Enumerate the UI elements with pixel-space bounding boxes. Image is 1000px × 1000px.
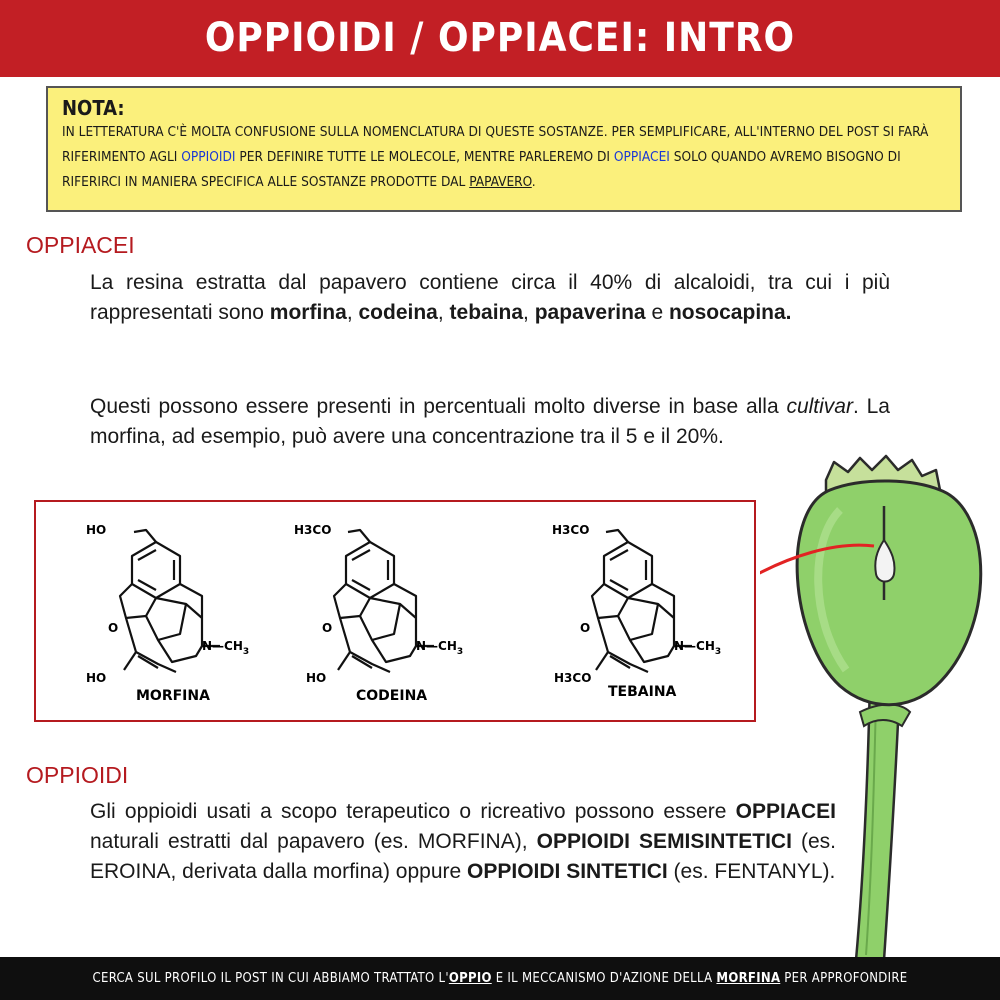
note-box — [46, 86, 962, 212]
codeina-o-atom: O — [322, 621, 333, 635]
opp-text-e: (es. FENTANYL). — [667, 860, 836, 883]
note-text-4: . — [531, 174, 536, 190]
footer-keyword-morfina: MORFINA — [716, 971, 781, 986]
term-morfina: morfina — [269, 301, 347, 324]
paragraph-oppioidi — [90, 797, 836, 887]
molecule-morfina — [76, 522, 266, 712]
opp-text-c: naturali estratti dal papavero (es. MORFINA), — [90, 830, 537, 853]
note-keyword-oppioidi: OPPIOIDI — [181, 149, 236, 165]
footer-keyword-oppio: OPPIO — [448, 971, 492, 986]
note-text-3: SOLO QUANDO AVREMO BISOGNO DI RIFERIRCI IN MANIERA SPECIFICA ALLE SOSTANZE PRODOTTE DAL — [62, 149, 901, 190]
tebaina-bottom-group: H3CO — [554, 671, 592, 685]
tebaina-n-group: $N—CH_3$ — [674, 639, 722, 657]
footer-text-c: PER APPROFONDIRE — [780, 971, 908, 986]
tebaina-top-group: H3CO — [552, 523, 590, 537]
morfina-label: MORFINA — [136, 688, 210, 704]
note-title: NOTA: — [62, 96, 125, 120]
term-papaverina: papaverina — [534, 301, 646, 324]
morfina-o-atom: O — [108, 621, 119, 635]
footer-text-a: CERCA SUL PROFILO IL POST IN CUI ABBIAMO TRATTATO L' — [92, 971, 449, 986]
section-title-oppioidi: OPPIOIDI — [26, 762, 129, 788]
note-keyword-papavero: PAPAVERO — [469, 174, 532, 190]
molecule-tebaina — [548, 522, 738, 712]
term-codeina: codeina — [358, 301, 438, 324]
sep: , — [437, 301, 450, 324]
morfina-bottom-group: HO — [86, 671, 107, 685]
tebaina-o-atom: O — [580, 621, 591, 635]
note-text-1: IN LETTERATURA C'È MOLTA CONFUSIONE SULLA NOMENCLATURA DI QUESTE SOSTANZE. PER SEMPLIFICARE, ALL'INTERNO DEL POST SI FARÀ RIFERIMENTO AGLI — [62, 124, 929, 165]
opp-text-d: (es. EROINA, derivata dalla morfina) oppure — [90, 830, 836, 883]
section-title-oppiacei: OPPIACEI — [26, 232, 135, 258]
note-text-2: PER DEFINIRE TUTTE LE MOLECOLE, MENTRE PARLEREMO DI — [235, 149, 614, 165]
opp-text-a: Gli oppioidi usati a scopo terapeutico o ricreativo possono essere — [90, 800, 736, 823]
para2-text: Questi possono essere presenti in percentuali molto diverse in base alla — [90, 395, 787, 418]
morfina-n-group: $N—CH_3$ — [202, 639, 250, 657]
sep: , — [523, 301, 535, 324]
term-oppiacei: OPPIACEI — [735, 800, 836, 823]
term-nosocapina: nosocapina — [668, 301, 786, 324]
para1-text: La resina estratta dal papavero contiene circa il 40% di alcaloidi, tra cui i più rappresentati sono — [90, 271, 890, 324]
note-keyword-oppiacei: OPPIACEI — [613, 149, 670, 165]
paragraph-cultivar — [90, 392, 890, 452]
molecules-box — [34, 500, 756, 722]
sep: e — [645, 301, 669, 324]
footer-text-b: E IL MECCANISMO D'AZIONE DELLA — [491, 971, 717, 986]
sep: , — [346, 301, 359, 324]
term-tebaina: tebaina — [449, 301, 524, 324]
codeina-top-group: H3CO — [294, 523, 332, 537]
page-title: OPPIOIDI / OPPIACEI: INTRO — [0, 0, 1000, 77]
codeina-n-group: $N—CH_3$ — [416, 639, 464, 657]
tebaina-label: TEBAINA — [608, 684, 677, 700]
morfina-top-group: HO — [86, 523, 107, 537]
para2-text-end: . La morfina, ad esempio, può avere una concentrazione tra il 5 e il 20%. — [90, 395, 890, 448]
paragraph-alkaloids — [90, 268, 890, 328]
term-oppioidi-sintetici: OPPIOIDI SINTETICI — [467, 860, 668, 883]
footer-banner — [0, 957, 1000, 1000]
molecule-codeina — [290, 522, 480, 712]
sep: . — [785, 301, 792, 324]
term-cultivar: cultivar — [786, 395, 853, 418]
codeina-label: CODEINA — [356, 688, 428, 704]
codeina-bottom-group: HO — [306, 671, 327, 685]
term-oppioidi-semisintetici: OPPIOIDI SEMISINTETICI — [536, 830, 792, 853]
note-text — [62, 120, 946, 195]
